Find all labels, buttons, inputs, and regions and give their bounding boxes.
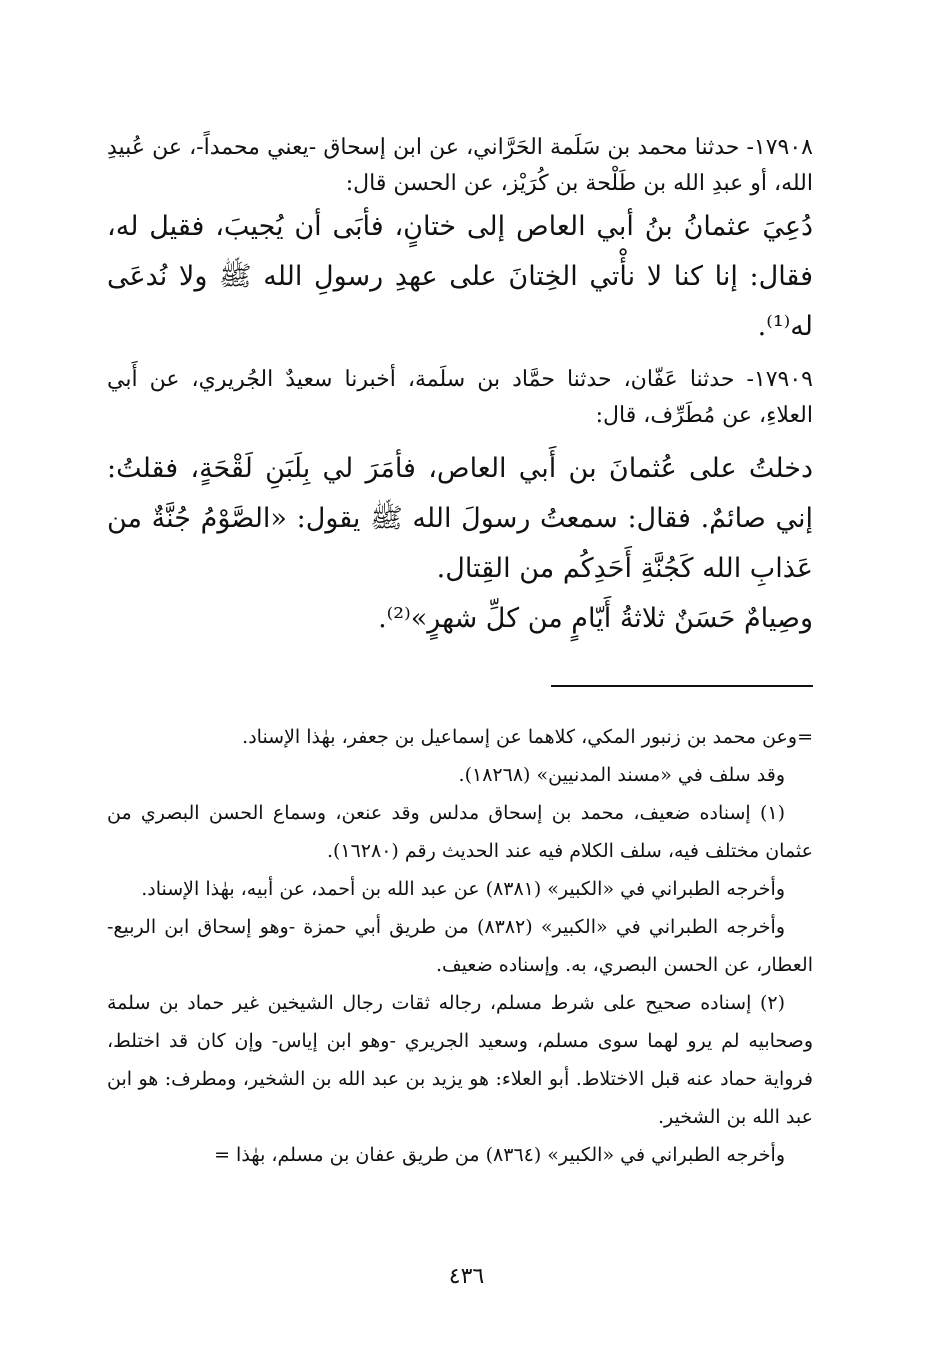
- page-number: ٤٣٦: [448, 1264, 485, 1289]
- footnote-1-takhrij: وأخرجه الطبراني في «الكبير» (٨٣٨١) عن عبد الله بن أحمد، عن أبيه، بهٰذا الإسناد.: [141, 878, 785, 900]
- footnote-continuation: =وعن محمد بن زنبور المكي، كلاهما عن إسماعيل بن جعفر، بهٰذا الإسناد.: [242, 726, 813, 748]
- footnote-1-takhrij-2: وأخرجه الطبراني في «الكبير» (٨٣٨٢) من طريق أبي حمزة -وهو إسحاق ابن الربيع- العطار، عن الحسن البصري، به. وإسناده ضعيف.: [107, 916, 813, 976]
- hadith-17908-matn: دُعِيَ عثمانُ بنُ أبي العاص إلى ختانٍ، فأبَى أن يُجيبَ، فقيل له، فقال: إنا كنا لا نأْتي الخِتانَ على عهدِ رسولِ الله ﷺ ولا نُدعَى له⁽¹⁾.: [107, 211, 813, 342]
- main-text: [107, 130, 813, 644]
- footnote-continuation-ref: وقد سلف في «مسند المدنيين» (١٨٢٦٨).: [458, 764, 785, 786]
- hadith-17909-isnad: ١٧٩٠٩- حدثنا عَفّان، حدثنا حمَّاد بن سلَمة، أخبرنا سعيدٌ الجُريري، عن أَبي العلاءِ، عن مُطَرِّف، قال:: [107, 367, 813, 428]
- hadith-17909-matn: دخلتُ على عُثمانَ بن أَبي العاص، فأمَرَ لي بِلَبَنِ لَقْحَةٍ، فقلتُ: إني صائمٌ. فقال: سمعتُ رسولَ الله ﷺ يقول: «الصَّوْمُ جُنَّةٌ من عَذابِ الله كَجُنَّةِ أَحَدِكُم من القِتال.: [107, 453, 813, 584]
- footnote-2: (٢) إسناده صحيح على شرط مسلم، رجاله ثقات رجال الشيخين غير حماد بن سلمة وصحابيه لم يرو لهما سوى مسلم، وسعيد الجريري -وهو ابن إياس- وإن كان قد اختلط، فرواية حماد عنه قبل الاختلاط. أبو العلاء: هو يزيد بن عبد الله بن الشخير، ومطرف: هو ابن عبد الله بن الشخير.: [107, 992, 813, 1128]
- footnote-2-takhrij: وأخرجه الطبراني في «الكبير» (٨٣٦٤) من طريق عفان بن مسلم، بهٰذا =: [214, 1144, 785, 1166]
- footnote-1: (١) إسناده ضعيف، محمد بن إسحاق مدلس وقد عنعن، وسماع الحسن البصري من عثمان مختلف فيه، سلف الكلام فيه عند الحديث رقم (١٦٢٨٠).: [107, 802, 813, 862]
- footnotes: [107, 718, 813, 1174]
- footnote-separator: [551, 685, 813, 687]
- hadith-17908-isnad: ١٧٩٠٨- حدثنا محمد بن سَلَمة الحَرَّاني، عن ابن إسحاق -يعني محمداً-، عن عُبيدِ الله، أو عبدِ الله بن طَلْحة بن كُرَيْز، عن الحسن قال:: [107, 135, 813, 196]
- hadith-17909-matn-continued: وصِيامٌ حَسَنٌ ثلاثةُ أَيّامٍ من كلِّ شهرٍ»⁽²⁾.: [378, 603, 813, 634]
